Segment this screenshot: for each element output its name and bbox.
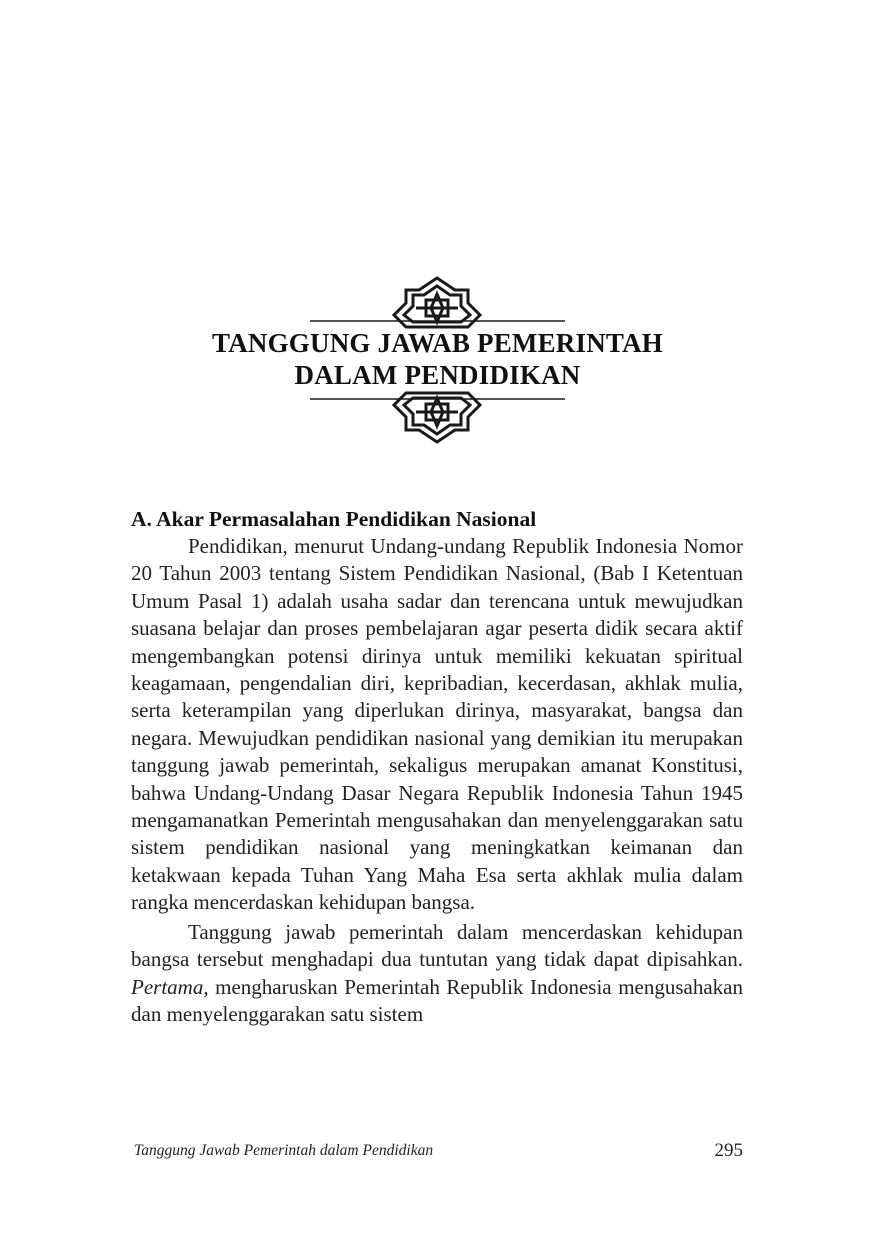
- chapter-title: [150, 327, 725, 391]
- page-number: 295: [714, 1140, 743, 1161]
- running-footer-title: Tanggung Jawab Pemerintah dalam Pendidikan: [134, 1142, 434, 1159]
- paragraph-1: Pendidikan, menurut Undang-undang Republik Indonesia Nomor 20 Tahun 2003 tentang Sistem Pendidikan Nasional, (Bab I Ketentuan Umum Pasal 1) adalah usaha sadar dan terencana untuk mewujudkan suasana belajar dan proses pembelajaran agar peserta didik secara aktif mengembangkan potensi dirinya untuk memiliki kekuatan spiritual keagamaan, pengendalian diri, kepribadian, kecerdasan, akhlak mulia, serta keterampilan yang diperlukan dirinya, masyarakat, bangsa dan negara. Mewujudkan pendidikan nasional yang demikian itu merupakan tanggung jawab pemerintah, sekaligus merupakan amanat Konstitusi, bahwa Undang-Undang Dasar Negara Republik Indonesia Tahun 1945 mengamanatkan Pemerintah mengusahakan dan menyelenggarakan satu sistem pendidikan nasional yang meningkatkan keimanan dan ketakwaan kepada Tuhan Yang Maha Esa serta akhlak mulia dalam rangka mencerdaskan kehidupan bangsa.: [131, 534, 743, 915]
- paragraph-2-end: mengharuskan Pemerintah Republik Indonesia mengusahakan dan menyelenggarakan satu sistem: [131, 974, 743, 1026]
- body-text: [131, 533, 743, 1028]
- paragraph-2-start: Tanggung jawab pemerintah dalam mencerdaskan kehidupan bangsa tersebut menghadapi dua tuntutan yang tidak dapat dipisahkan.: [131, 919, 743, 972]
- paragraph-2: [131, 919, 743, 1029]
- section-heading: A. Akar Permasalahan Pendidikan Nasional: [131, 507, 537, 531]
- chapter-title-line-2: DALAM PENDIDIKAN: [294, 360, 581, 390]
- chapter-title-line-1: TANGGUNG JAWAB PEMERINTAH: [211, 328, 664, 358]
- paragraph-2-emphasis: Pertama,: [131, 974, 209, 999]
